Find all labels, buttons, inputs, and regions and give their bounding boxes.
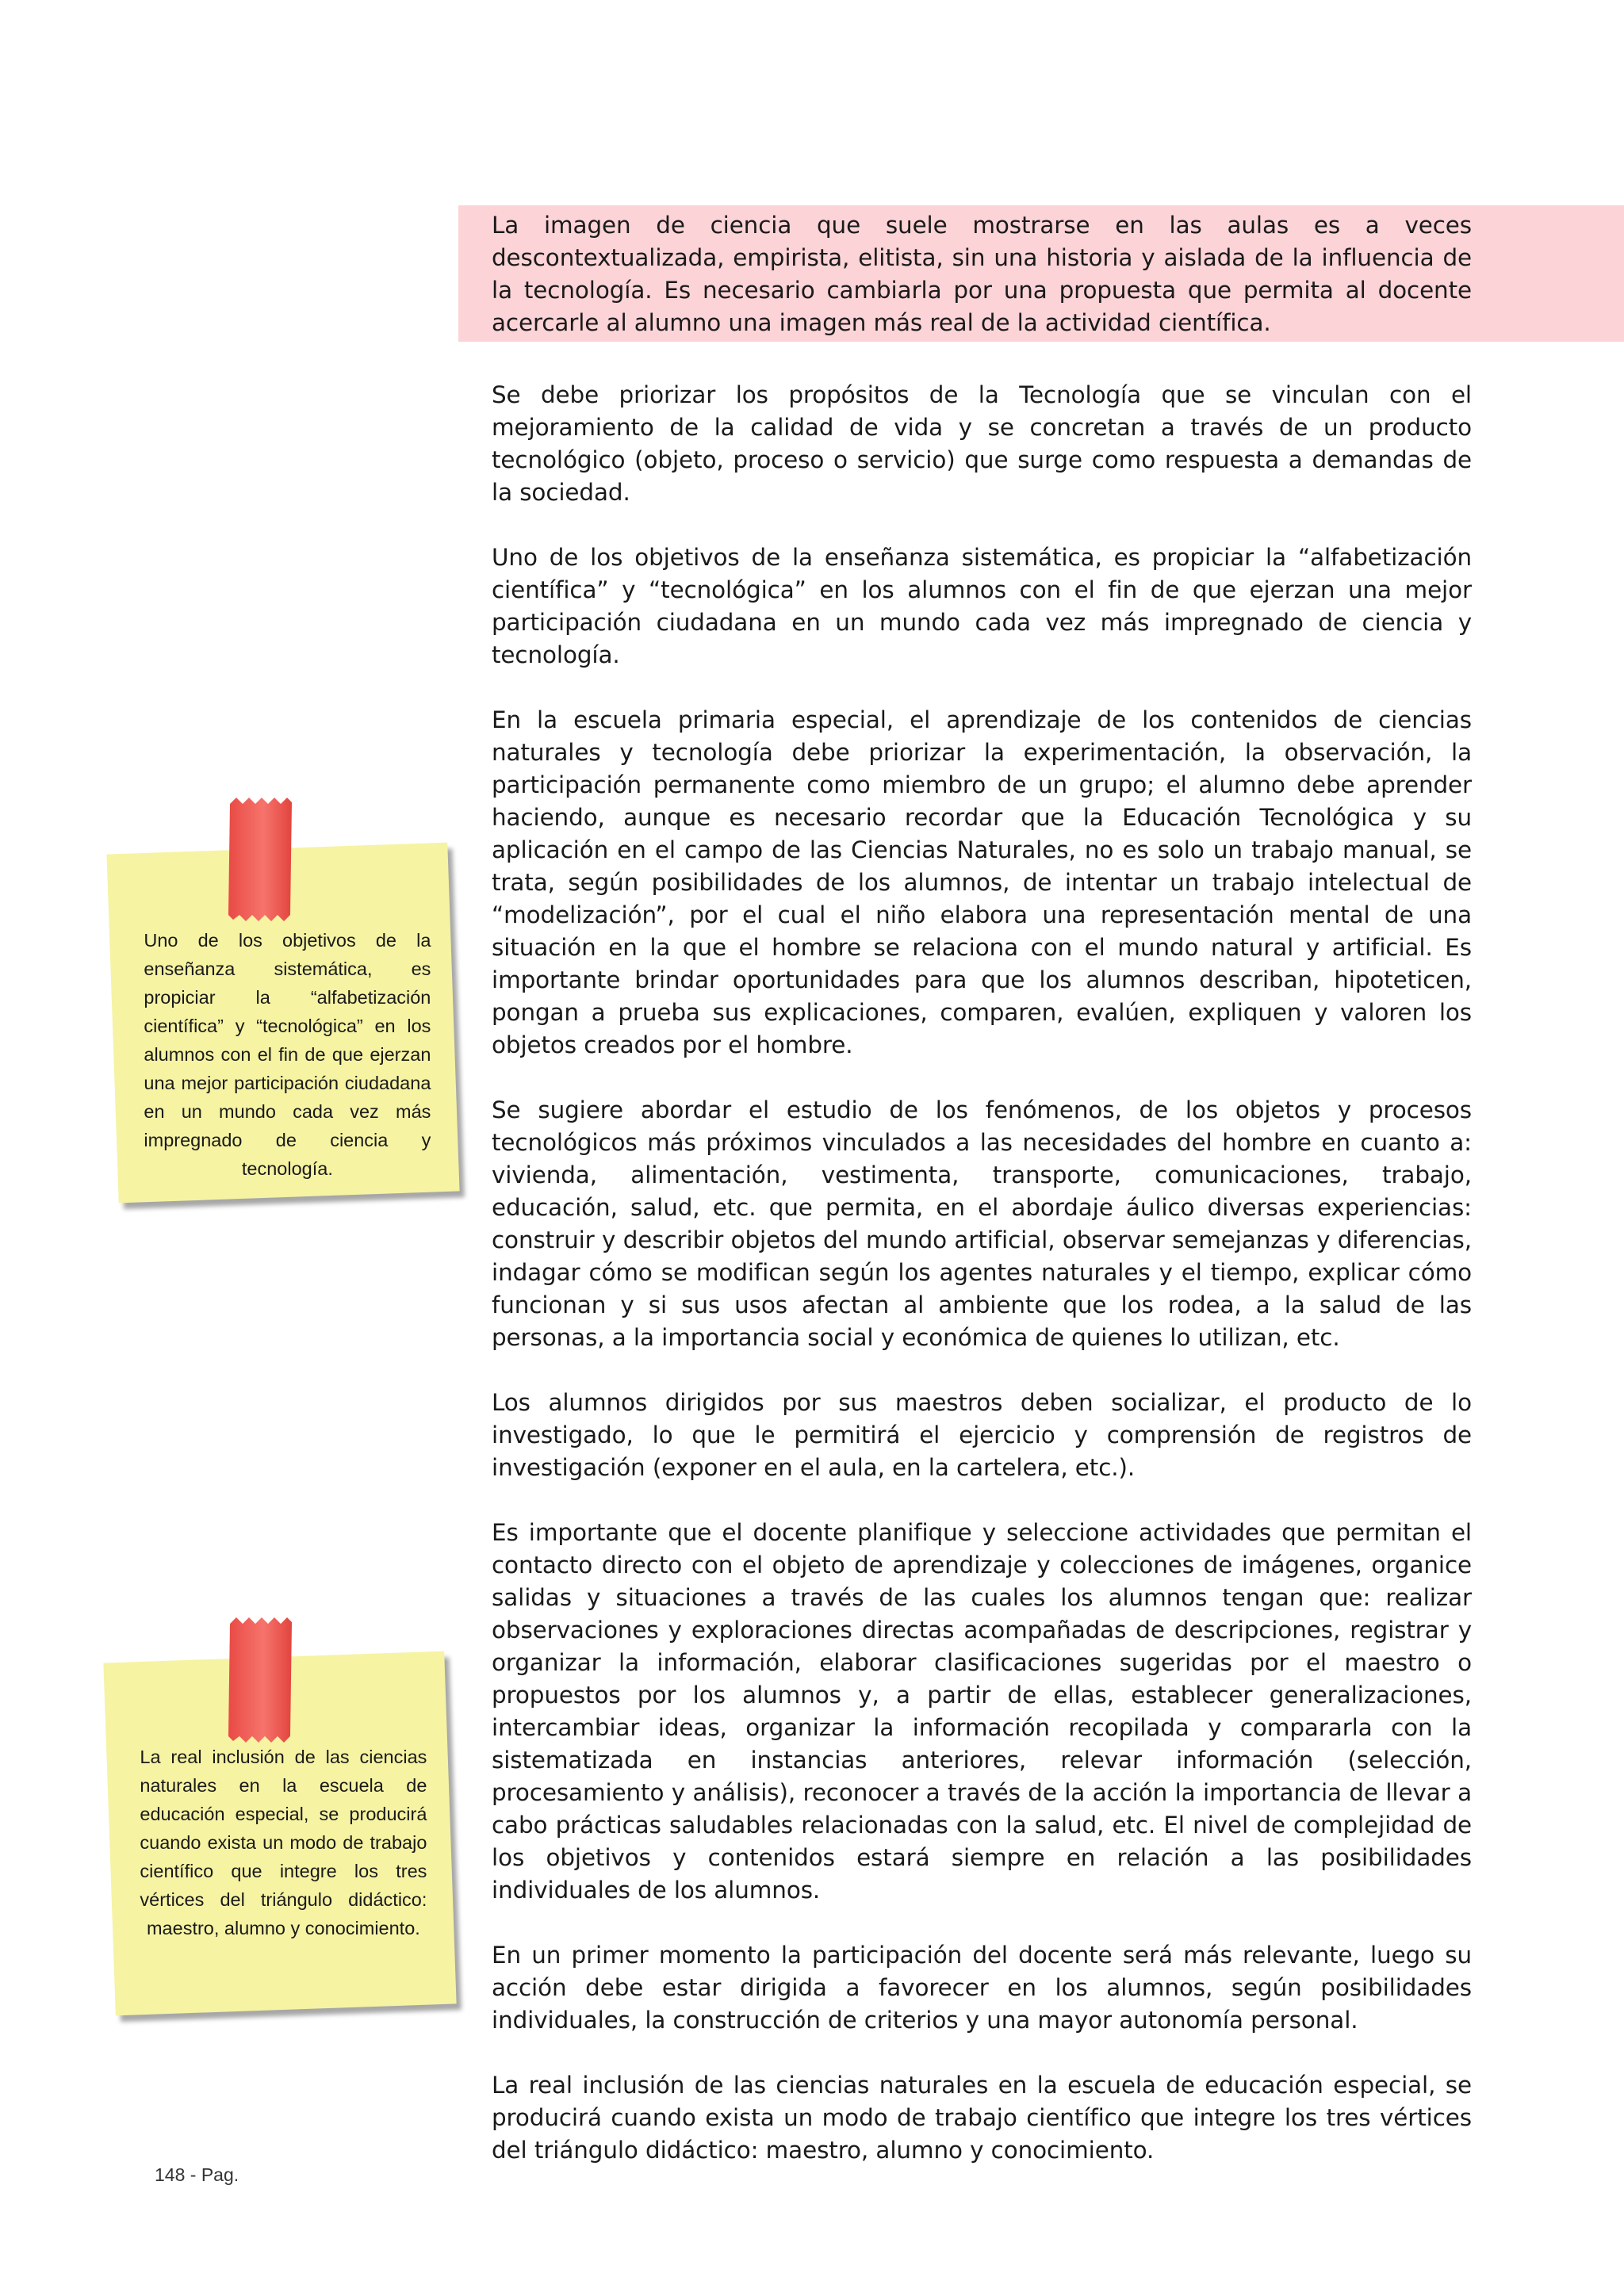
sticky-note-1-text: Uno de los objetivos de la enseñanza sistemática, es propiciar la “alfabetización científica” y “tecnológica” en los alumnos con el fin de que ejerzan una mejor participación ciudadana en un mundo cada vez más impregnado de ciencia y tecnología.: [144, 929, 431, 1179]
paragraph-2: Uno de los objetivos de la enseñanza sistemática, es propiciar la “alfabetización científica” y “tecnológica” en los alumnos con el fin de que ejerzan una mejor participación ciudadana en un mundo cada vez más impregnado de ciencia y tecnología.: [492, 544, 1472, 668]
tape-icon: [227, 1616, 295, 1744]
paragraph-7: En un primer momento la participación del docente será más relevante, luego su acción debe estar dirigida a favorecer en los alumnos, según posibilidades individuales, la construcción de criterios y una mayor autonomía personal.: [492, 1942, 1472, 2034]
paragraph-4: Se sugiere abordar el estudio de los fenómenos, de los objetos y procesos tecnológicos más próximos vinculados a las necesidades del hombre en cuanto a: vivienda, alimentación, vestimenta, transporte, comunicaciones, trabajo, educación, salud, etc. que permita, en el abordaje áulico diversas experiencias: construir y describir objetos del mundo artificial, observar semejanzas y diferencias, indagar cómo se modifican según los agentes naturales y el tiempo, explicar cómo funcionan y si sus usos afectan al ambiente que los rodea, a la salud de las personas, a la importancia social y económica de quienes lo utilizan, etc.: [492, 1096, 1472, 1351]
paragraph-5: Los alumnos dirigidos por sus maestros deben socializar, el producto de lo investigado, lo que le permitirá el ejercicio y comprensión de registros de investigación (exponer en el aula, en la cartelera, etc.).: [492, 1389, 1472, 1481]
highlighted-paragraph: La imagen de ciencia que suele mostrarse en las aulas es a veces descontextualizada, empirista, elitista, sin una historia y aislada de la influencia de la tecnología. Es necesario cambiarla por una propuesta que permita al docente acercarle al alumno una imagen más real de la actividad científica.: [492, 212, 1472, 336]
page-number: 148 - Pag.: [155, 2164, 239, 2185]
main-text-column: [492, 209, 1472, 2199]
paragraph-8: La real inclusión de las ciencias naturales en la escuela de educación especial, se producirá cuando exista un modo de trabajo científico que integre los tres vértices del triángulo didáctico: maestro, alumno y conocimiento.: [492, 2072, 1472, 2164]
paragraph-3: En la escuela primaria especial, el aprendizaje de los contenidos de ciencias naturales y tecnología debe priorizar la experimentación, la observación, la participación permanente como miembro de un grupo; el alumno debe aprender haciendo, aunque es necesario recordar que la Educación Tecnológica y su aplicación en el campo de las Ciencias Naturales, no es solo un trabajo manual, se trata, según posibilidades de los alumnos, de intentar un trabajo intelectual de “modelización”, por el cual el niño elabora una representación mental de una situación en la que el hombre se relaciona con el mundo natural y artificial. Es importante brindar oportunidades para que los alumnos describan, hipoteticen, pongan a prueba sus explicaciones, comparen, evalúen, expliquen y valoren los objetos creados por el hombre.: [492, 706, 1472, 1058]
sticky-note-2-text: La real inclusión de las ciencias naturales en la escuela de educación especial, se producirá cuando exista un modo de trabajo científico que integre los tres vértices del triángulo didáctico: maestro, alumno y conocimiento.: [140, 1746, 427, 1938]
paragraph-6: Es importante que el docente planifique y seleccione actividades que permitan el contacto directo con el objeto de aprendizaje y colecciones de imágenes, organice salidas y situaciones a través de las cuales los alumnos tengan que: realizar observaciones y exploraciones directas acompañadas de descripciones, registrar y organizar la información, elaborar clasificaciones sugeridas por el maestro o propuestos por los alumnos y, a partir de ellas, establecer generalizaciones, intercambiar ideas, organizar la información recopilada y compararla con la sistematizada en instancias anteriores, relevar información (selección, procesamiento y análisis), reconocer a través de la acción la importancia de llevar a cabo prácticas saludables relacionadas con la salud, etc. El nivel de complejidad de los objetivos y contenidos estará siempre en relación a las posibilidades individuales de los alumnos.: [492, 1519, 1472, 1904]
paragraph-1: Se debe priorizar los propósitos de la Tecnología que se vinculan con el mejoramiento de la calidad de vida y se concretan a través de un producto tecnológico (objeto, proceso o servicio) que surge como respuesta a demandas de la sociedad.: [492, 381, 1472, 506]
tape-icon: [227, 796, 295, 923]
